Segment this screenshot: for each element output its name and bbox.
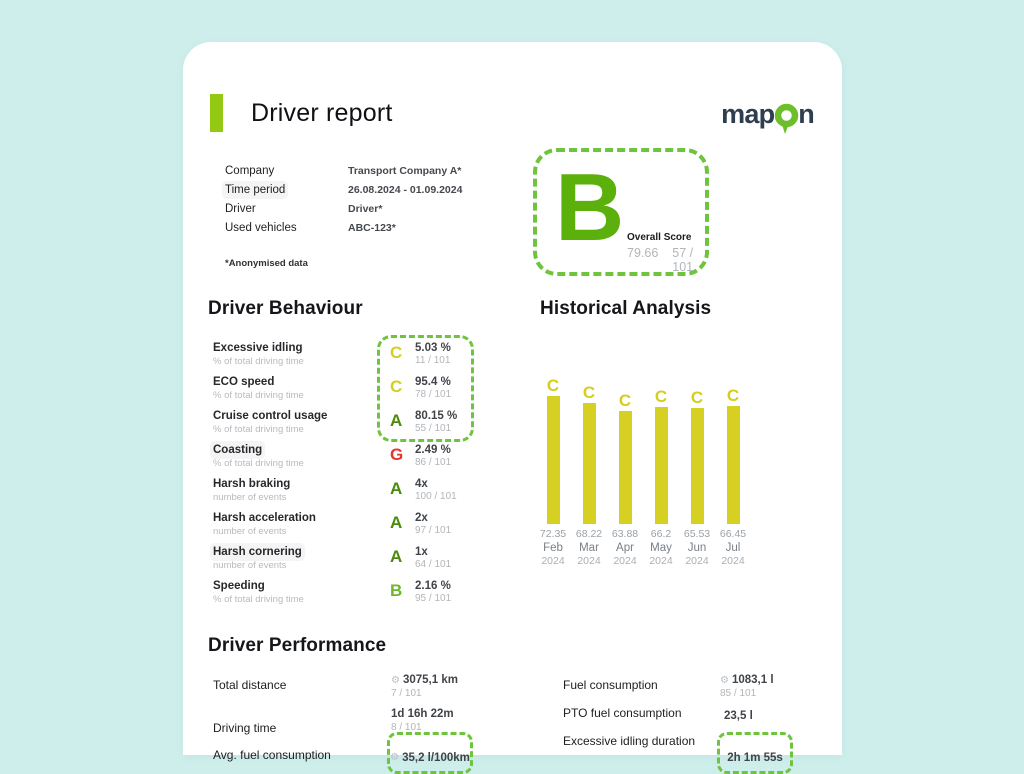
chart-column [571,373,607,567]
behaviour-list [213,342,479,604]
bar-year: 2024 [577,555,601,567]
metric-sublabel: % of total driving time [213,594,304,605]
accent-bar [210,94,223,132]
bar-year: 2024 [649,555,673,567]
perf-label-avg-fuel: Avg. fuel consumption [213,748,331,762]
excessive-idling-highlight-box: 2h 1m 55s [717,732,793,774]
chart-column [643,373,679,567]
behaviour-heading: Driver Behaviour [208,298,363,319]
info-row-used-vehicles [225,222,462,241]
bar-month: Mar [579,542,599,554]
metric-grade: A [390,547,403,566]
overall-score-values [627,246,705,274]
perf-value-driving-time: 1d 16h 22m 8 / 101 [391,708,454,733]
metric-value: 2x [415,512,428,524]
metric-grade: C [390,377,403,396]
bar-month: Apr [616,542,634,554]
behaviour-row [213,478,479,502]
metric-grade: G [390,445,404,464]
perf-label-fuel-consumption: Fuel consumption [563,678,658,692]
metric-label: Harsh acceleration [213,512,316,524]
metric-rank: 64 / 101 [415,559,452,570]
perf-rank: 7 / 101 [391,688,422,699]
page-title: Driver report [251,99,393,127]
behaviour-row [213,580,479,604]
info-value: Transport Company A* [348,165,462,177]
chart-column [715,373,751,567]
gear-icon: ⚙ [390,752,400,763]
chart-column [607,373,643,567]
bar-grade: C [618,391,632,410]
bar-value: 72.35 [539,528,567,540]
metric-value: 2.49 % [415,444,451,456]
perf-label-pto-fuel: PTO fuel consumption [563,706,682,720]
bar-month: Jun [687,542,707,554]
bar-grade: C [690,388,704,407]
perf-value-fuel-consumption: ⚙ 1083,1 l 85 / 101 [720,674,774,699]
info-value: 26.08.2024 - 01.09.2024 [348,184,463,196]
chart-column [535,373,571,567]
logo-text-left: map [721,99,775,129]
metric-label: Speeding [213,580,265,592]
bar [727,406,740,524]
info-value: Driver* [348,203,383,215]
bar-year: 2024 [721,555,745,567]
bar [655,407,668,524]
metric-label: Excessive idling [213,342,303,354]
info-label: Driver [225,203,256,215]
report-card [183,42,842,764]
metric-sublabel: % of total driving time [213,356,304,367]
mapon-logo [721,100,814,136]
metric-rank: 86 / 101 [415,457,452,468]
performance-heading: Driver Performance [208,635,387,656]
metric-sublabel: % of total driving time [213,458,304,469]
metric-sublabel: % of total driving time [213,424,304,435]
metric-rank: 78 / 101 [415,389,452,400]
behaviour-row [213,512,479,536]
metric-value: 4x [415,478,428,490]
info-value: ABC-123* [348,222,396,234]
perf-rank: 85 / 101 [720,688,757,699]
metric-grade: A [390,411,403,430]
metric-sublabel: % of total driving time [213,390,304,401]
perf-label-driving-time: Driving time [213,721,277,735]
metric-value: 95.4 % [415,376,451,388]
bar-grade: C [582,383,596,402]
behaviour-row [213,376,479,400]
behaviour-row [213,546,479,570]
metric-value: 80.15 % [415,410,458,422]
bar-value: 65.53 [683,528,711,540]
bar [583,403,596,524]
perf-label-excessive-idling: Excessive idling duration [563,734,696,748]
bar-month: Jul [725,542,741,554]
overall-grade: B [555,154,625,261]
history-bar-chart [535,373,751,567]
bar-year: 2024 [685,555,709,567]
overall-score-label: Overall Score [627,232,692,243]
bar-month: Feb [543,542,563,554]
bar [619,411,632,524]
metric-rank: 100 / 101 [415,491,457,502]
gear-icon: ⚙ [720,674,729,686]
logo-text-right: n [798,99,814,129]
metric-label: Cruise control usage [213,410,328,422]
bar-value: 66.45 [719,528,747,540]
info-row-time-period [225,184,462,203]
metric-rank: 55 / 101 [415,423,452,434]
bar-month: May [650,542,672,554]
metric-sublabel: number of events [213,492,287,503]
historical-heading: Historical Analysis [540,298,712,319]
gear-icon: ⚙ [391,674,400,686]
metric-grade: A [390,513,403,532]
perf-value-total-distance: ⚙ 3075,1 km 7 / 101 [391,674,458,699]
chart-column [679,373,715,567]
metric-label: Harsh cornering [213,546,302,558]
metric-value: 1x [415,546,428,558]
info-row-driver [225,203,462,222]
metric-sublabel: number of events [213,526,287,537]
metric-label: Harsh braking [213,478,291,490]
metric-label: Coasting [213,444,263,456]
behaviour-row [213,444,479,468]
metric-grade: B [390,581,403,600]
behaviour-row [213,342,479,366]
info-row-company [225,165,462,184]
report-info [225,165,462,241]
bar-year: 2024 [613,555,637,567]
metric-rank: 95 / 101 [415,593,452,604]
perf-label-total-distance: Total distance [213,678,287,692]
metric-label: ECO speed [213,376,275,388]
perf-value-pto-fuel: 23,5 l [724,710,753,722]
bar-grade: C [546,376,560,395]
bar-grade: C [654,387,668,406]
metric-rank: 11 / 101 [415,355,451,366]
behaviour-row [213,410,479,434]
overall-score-number: 79.66 [627,246,659,260]
perf-rank: 8 / 101 [391,722,422,733]
metric-value: 5.03 % [415,342,451,354]
bar-year: 2024 [541,555,565,567]
bar-grade: C [726,386,740,405]
info-label: Company [225,165,275,177]
avg-fuel-highlight-box: ⚙ 35,2 l/100km [387,732,473,774]
anonymised-data-footnote: *Anonymised data [225,258,308,269]
metric-rank: 97 / 101 [415,525,452,536]
metric-sublabel: number of events [213,560,287,571]
bar-value: 66.2 [650,528,672,540]
info-label: Used vehicles [225,222,297,234]
bar [547,396,560,524]
metric-value: 2.16 % [415,580,451,592]
info-label: Time period [225,184,286,196]
overall-score-rank: 57 / 101 [672,246,694,274]
metric-grade: A [390,479,403,498]
metric-grade: C [390,343,403,362]
overall-score-box [533,148,709,276]
bar-value: 63.88 [611,528,639,540]
bar [691,408,704,524]
map-pin-icon [774,102,799,138]
bar-value: 68.22 [575,528,603,540]
